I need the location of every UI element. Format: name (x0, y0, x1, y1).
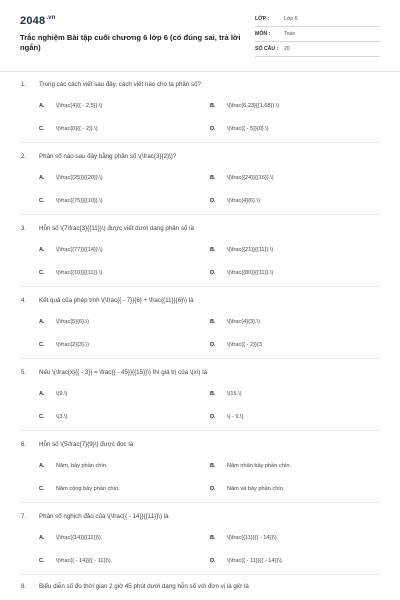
question-divider (20, 286, 380, 287)
meta-key: MÔN : (255, 31, 271, 37)
answer-option-b[interactable]: B. \(\frac{{24}}{{16}}.\) (210, 175, 274, 181)
meta-row-class (255, 12, 380, 27)
answer-option-b[interactable]: B. Năm nhân bảy phần chín. (210, 463, 292, 469)
answer-option-d[interactable]: D. \(\frac{{80}}{{11}}.\) (210, 270, 274, 276)
answer-option-b[interactable]: B. \(\frac{4}{3}.\) (210, 319, 260, 325)
question-text: Phân số nghịch đảo của \(\frac{{ - 14}}{{11}}\) là (39, 513, 169, 520)
answer-option-c[interactable]: C. \(\frac{{75}}{{10}}.\) (39, 198, 103, 204)
question-divider (20, 358, 380, 359)
answer-option-c[interactable]: C. \(\frac{0}{{ - 2}}.\) (39, 126, 98, 132)
question-divider (20, 214, 380, 215)
answer-option-a[interactable]: A. \(\frac{5}{6}.\) (39, 319, 89, 325)
question-item (0, 506, 400, 576)
answer-option-d[interactable]: D. \(\frac{{ - 5}}{0}.\) (210, 126, 269, 132)
answer-option-d[interactable]: D. \( - 9.\) (210, 414, 244, 420)
question-number: 5. (21, 369, 27, 376)
question-text: Hỗn số \(7\frac{3}{{11}}\) được viết dưới dạng phân số là (39, 225, 194, 232)
answer-option-b[interactable]: B. \(\frac{6,23}{{1,68}}.\) (210, 103, 280, 109)
answer-option-b[interactable]: B. \(15.\) (210, 391, 242, 397)
question-number: 2. (21, 153, 27, 160)
question-item (0, 362, 400, 432)
question-divider (20, 574, 380, 575)
question-item (0, 290, 400, 360)
meta-row-subject (255, 27, 380, 42)
question-divider (20, 502, 380, 503)
question-number: 8. (21, 583, 27, 590)
answer-option-d[interactable]: D. \(\frac{{ - 11}}{{ - 14}}\). (210, 558, 284, 564)
question-text: Biểu diễn số đo thời gian 2 giờ 45 phút dưới dạng hỗn số với đơn vị là giờ là (39, 583, 249, 590)
answer-option-a[interactable]: A. \(\frac{{25}}{{20}}.\) (39, 175, 103, 181)
answer-option-b[interactable]: B. \(\frac{{11}}{{ - 14}}\). (210, 535, 279, 541)
question-text: Nếu \(\frac{x}{{ - 3}} = \frac{{ - 45}}{{15}}\) thì giá trị của \(x\) là (39, 369, 208, 376)
answer-option-d[interactable]: D. \(\frac{{ - 2}}{3 (210, 342, 262, 348)
question-item (0, 74, 400, 144)
answer-option-d[interactable]: D. Năm và bảy phần chín. (210, 486, 285, 492)
answer-option-b[interactable]: B. \(\frac{{21}}{{11}}.\) (210, 247, 274, 253)
question-text: Kết quả của phép tính \(\frac{{ - 7}}{6} + \frac{{11}}{6}\) là (39, 297, 194, 304)
document-meta (255, 12, 380, 57)
question-text: Phân số nào sau đây bằng phân số \(\frac{3}{2}\)? (39, 153, 177, 160)
question-number: 4. (21, 297, 27, 304)
answer-option-d[interactable]: D. \(\frac{4}{6}.\) (210, 198, 260, 204)
meta-value: Toán (284, 31, 296, 37)
question-text: Trong các cách viết sau đây, cách viết nào cho ta phân số? (39, 81, 202, 88)
answer-option-a[interactable]: A. Năm, bảy phần chín. (39, 463, 108, 469)
question-item (0, 576, 400, 600)
answer-option-c[interactable]: C. Năm cộng bảy phần chín. (39, 486, 120, 492)
answer-option-a[interactable]: A. \(\frac{{14}}{{11}}\). (39, 535, 103, 541)
header-divider (0, 71, 400, 72)
meta-key: LỚP : (255, 16, 270, 22)
meta-key: SỐ CÂU : (255, 46, 279, 52)
meta-value: 20 (284, 46, 290, 52)
question-number: 7. (21, 513, 27, 520)
question-number: 3. (21, 225, 27, 232)
document-title: Trắc nghiệm Bài tập cuối chương 6 lớp 6 (có đúng sai, trả lời ngắn) (20, 33, 241, 52)
answer-option-c[interactable]: C. \(\frac{{10}}{{11}}.\) (39, 270, 103, 276)
question-number: 1. (21, 81, 27, 88)
meta-row-question-count (255, 42, 380, 57)
answer-option-c[interactable]: C. \(\frac{2}{3}.\) (39, 342, 89, 348)
question-divider (20, 142, 380, 143)
question-number: 6. (21, 441, 27, 448)
question-divider (20, 430, 380, 431)
meta-value: Lớp 6 (284, 16, 298, 22)
answer-option-a[interactable]: A. \(\frac{{77}}{{14}}.\) (39, 247, 103, 253)
question-item (0, 434, 400, 504)
site-logo[interactable]: $2048^{.vn}$ (20, 15, 56, 27)
question-text: Hỗn số \(5\frac{7}{9}\) được đọc là (39, 441, 134, 448)
answer-option-a[interactable]: A. \(9.\) (39, 391, 68, 397)
answer-option-c[interactable]: C. \(\frac{{ - 14}}{{ - 11}}\). (39, 558, 113, 564)
question-item (0, 146, 400, 216)
question-item (0, 218, 400, 288)
answer-option-c[interactable]: C. \(3.\) (39, 414, 68, 420)
document-header (0, 0, 400, 68)
answer-option-a[interactable]: A. \(\frac{4}{{ - 2,5}}.\) (39, 103, 103, 109)
